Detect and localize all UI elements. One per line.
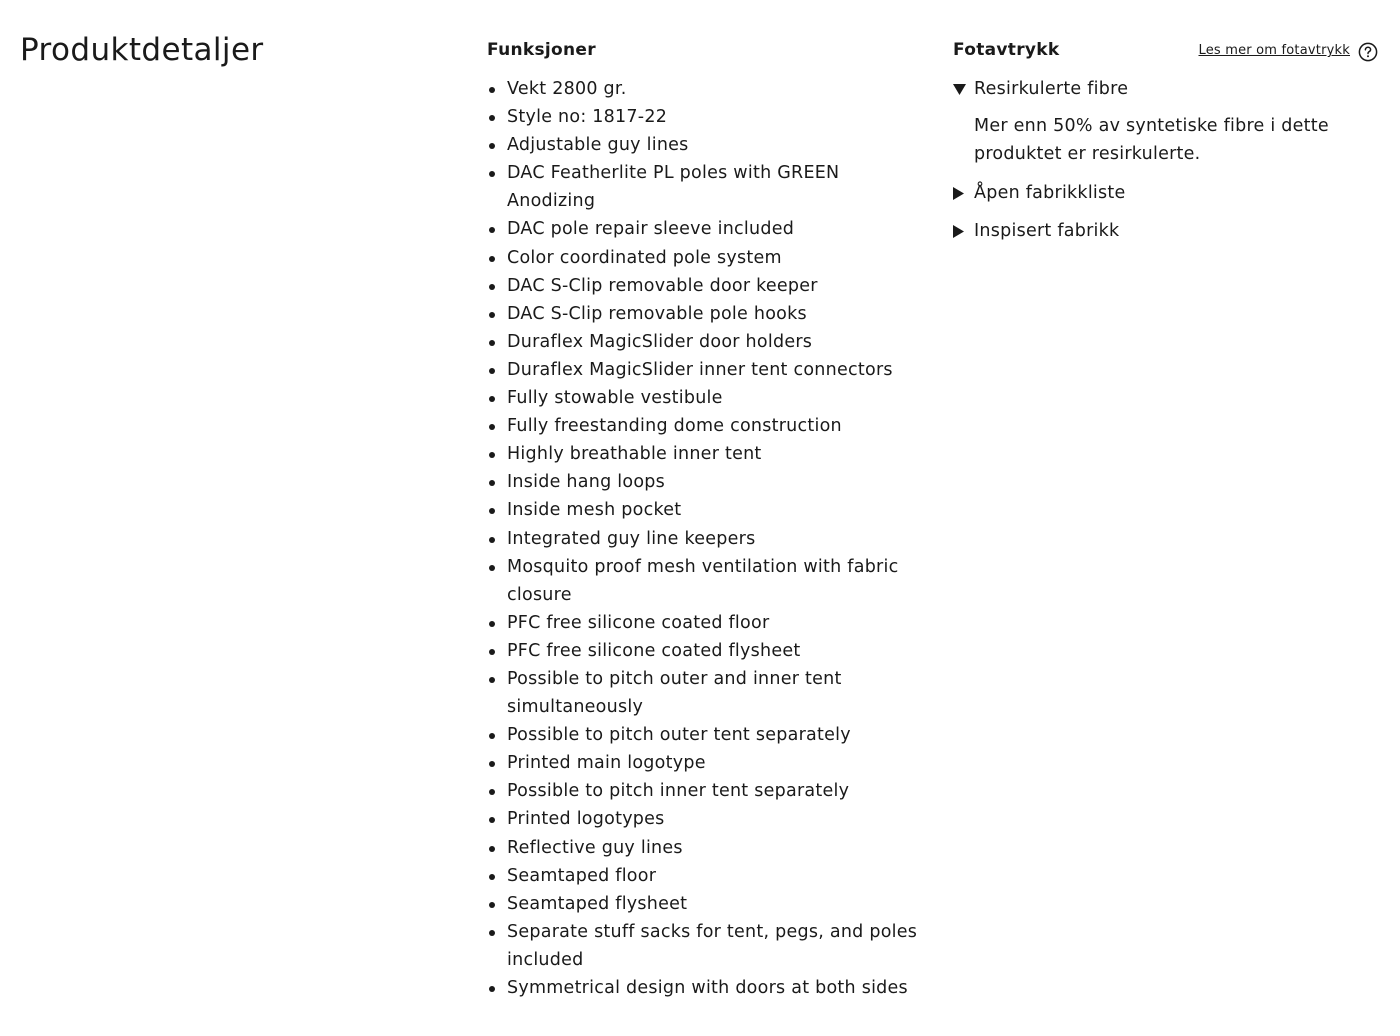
footprint-accordion xyxy=(953,76,1380,244)
feature-list-item: Seamtaped floor xyxy=(487,862,927,890)
features-section xyxy=(487,38,927,1002)
accordion-toggle[interactable] xyxy=(953,218,1380,244)
feature-list-item: Style no: 1817-22 xyxy=(487,103,927,131)
accordion-item xyxy=(953,218,1380,244)
accordion-item xyxy=(953,180,1380,206)
feature-list-item: DAC pole repair sleeve included xyxy=(487,215,927,243)
feature-list-item: Adjustable guy lines xyxy=(487,131,927,159)
footprint-header xyxy=(953,38,1380,62)
page-title: Produktdetaljer xyxy=(20,32,264,68)
accordion-item xyxy=(953,76,1380,168)
accordion-toggle[interactable] xyxy=(953,180,1380,206)
feature-list-item: PFC free silicone coated flysheet xyxy=(487,637,927,665)
triangle-right-icon xyxy=(953,187,974,200)
help-icon[interactable] xyxy=(1358,42,1378,62)
feature-list-item: Highly breathable inner tent xyxy=(487,440,927,468)
accordion-toggle[interactable] xyxy=(953,76,1380,102)
feature-list-item: Mosquito proof mesh ventilation with fabric closure xyxy=(487,553,927,609)
triangle-right-icon xyxy=(953,225,974,238)
feature-list-item: Inside hang loops xyxy=(487,468,927,496)
feature-list-item: Separate stuff sacks for tent, pegs, and poles included xyxy=(487,918,927,974)
footprint-heading: Fotavtrykk xyxy=(953,40,1060,60)
feature-list-item: Possible to pitch inner tent separately xyxy=(487,777,927,805)
footprint-section xyxy=(953,38,1380,256)
feature-list-item: Inside mesh pocket xyxy=(487,496,927,524)
feature-list-item: Possible to pitch outer tent separately xyxy=(487,721,927,749)
feature-list-item: Color coordinated pole system xyxy=(487,244,927,272)
feature-list-item: Possible to pitch outer and inner tent simultaneously xyxy=(487,665,927,721)
feature-list-item: Duraflex MagicSlider door holders xyxy=(487,328,927,356)
triangle-down-icon xyxy=(953,84,974,95)
feature-list-item: Printed logotypes xyxy=(487,805,927,833)
feature-list-item: Integrated guy line keepers xyxy=(487,525,927,553)
accordion-label: Åpen fabrikkliste xyxy=(974,183,1126,203)
feature-list-item: DAC S-Clip removable pole hooks xyxy=(487,300,927,328)
feature-list-item: PFC free silicone coated floor xyxy=(487,609,927,637)
feature-list-item: Fully freestanding dome construction xyxy=(487,412,927,440)
feature-list-item: Printed main logotype xyxy=(487,749,927,777)
feature-list-item: Symmetrical design with doors at both sides xyxy=(487,974,927,1002)
feature-list-item: Seamtaped flysheet xyxy=(487,890,927,918)
accordion-body: Mer enn 50% av syntetiske fibre i dette produktet er resirkulerte. xyxy=(974,116,1329,164)
feature-list-item: DAC S-Clip removable door keeper xyxy=(487,272,927,300)
feature-list-item: Duraflex MagicSlider inner tent connectors xyxy=(487,356,927,384)
feature-list-item: Vekt 2800 gr. xyxy=(487,75,927,103)
feature-list-item: Reflective guy lines xyxy=(487,834,927,862)
accordion-label: Inspisert fabrikk xyxy=(974,221,1120,241)
learn-more-footprint-link[interactable]: Les mer om fotavtrykk xyxy=(1198,43,1350,58)
feature-list-item: DAC Featherlite PL poles with GREEN Anodizing xyxy=(487,159,927,215)
feature-list xyxy=(487,75,927,1002)
feature-list-item: Fully stowable vestibule xyxy=(487,384,927,412)
accordion-label: Resirkulerte fibre xyxy=(974,79,1129,99)
features-heading: Funksjoner xyxy=(487,40,596,60)
